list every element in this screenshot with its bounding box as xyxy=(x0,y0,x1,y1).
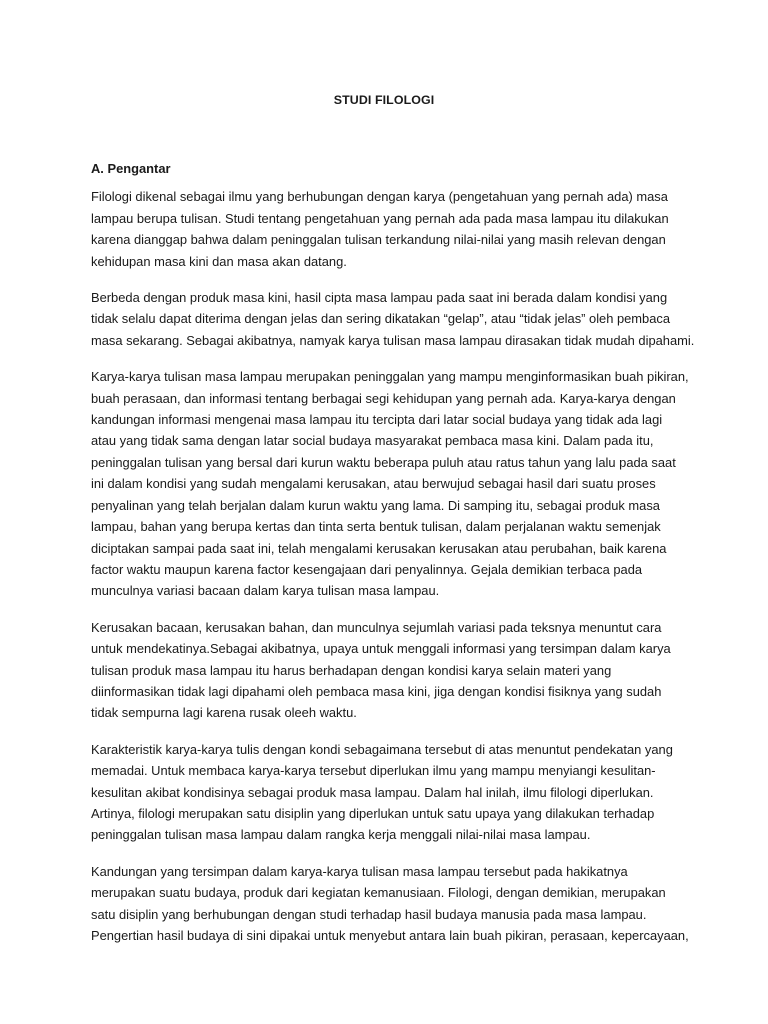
paragraph-5 xyxy=(91,739,691,846)
paragraph-line: atau yang tidak sama dengan latar social budaya masyarakat pembaca masa kini. Dalam pada itu, xyxy=(91,433,654,449)
paragraph-line: Artinya, filologi merupakan satu disiplin yang diperlukan untuk satu upaya yang dilakukan terhadap xyxy=(91,805,655,821)
paragraph-line: karena dianggap bahwa dalam peninggalan tulisan terkandung nilai-nilai yang masih relevan dengan xyxy=(91,232,666,248)
paragraph-line: penyalinan yang telah berjalan dalam kurun waktu yang lama. Di samping itu, sebagai produk masa xyxy=(91,497,660,513)
paragraph-1 xyxy=(91,186,691,272)
document-body xyxy=(91,158,695,961)
paragraph-6 xyxy=(91,861,691,947)
paragraph-line: masa sekarang. Sebagai akibatnya, namyak karya tulisan masa lampau dirasakan tidak mudah dipahami. xyxy=(91,332,695,348)
paragraph-line: peninggalan tulisan yang bersal dari kurun waktu beberapa puluh atau ratus tahun yang lalu pada saat xyxy=(91,454,676,470)
paragraph-line: satu disiplin yang berhubungan dengan studi terhadap hasil budaya manusia pada masa lampau. xyxy=(91,906,647,922)
paragraph-line: Pengertian hasil budaya di sini dipakai untuk menyebut antara lain buah pikiran, perasaan, kepercayaan, xyxy=(91,928,689,943)
paragraph-line: kandungan informasi mengenai masa lampau itu tercipta dari latar social budaya yang tidak ada lagi xyxy=(91,412,663,428)
paragraph-line: tidak selalu dapat diterima dengan jelas dan sering dikatakan “gelap”, atau “tidak jelas” oleh pembaca xyxy=(91,311,671,327)
paragraph-line: diinformasikan tidak lagi dipahami oleh pembaca masa kini, jiga dengan kondisi fisiknya yang sudah xyxy=(91,683,662,699)
paragraph-line: munculnya variasi bacaan dalam karya tulisan masa lampau. xyxy=(91,583,440,599)
paragraph-line: Berbeda dengan produk masa kini, hasil cipta masa lampau pada saat ini berada dalam kondisi yang xyxy=(91,290,668,306)
paragraph-line: tulisan produk masa lampau itu harus berhadapan dengan kondisi karya selain materi yang xyxy=(91,662,612,678)
paragraph-2 xyxy=(91,287,695,351)
paragraph-line: kehidupan masa kini dan masa akan datang. xyxy=(91,253,347,269)
paragraph-4 xyxy=(91,617,691,724)
paragraph-line: factor waktu maupun karena factor kesengajaan dari penyalinnya. Gejala demikian terbaca pada xyxy=(91,561,643,577)
paragraph-line: tidak sempurna lagi karena rusak oleeh waktu. xyxy=(91,705,357,721)
paragraph-line: buah perasaan, dan informasi tentang berbagai segi kehidupan yang pernah ada. Karya-karya dengan xyxy=(91,390,676,406)
paragraph-line: Karya-karya tulisan masa lampau merupakan peninggalan yang mampu menginformasikan buah pikiran, xyxy=(91,369,689,385)
paragraph-3 xyxy=(91,366,691,601)
paragraph-line: Kandungan yang tersimpan dalam karya-karya tulisan masa lampau tersebut pada hakikatnya xyxy=(91,863,628,879)
section-heading: A. Pengantar xyxy=(91,161,171,176)
paragraph-line: lampau berupa tulisan. Studi tentang pengetahuan yang pernah ada pada masa lampau itu dilakukan xyxy=(91,210,669,226)
paragraph-line: Filologi dikenal sebagai ilmu yang berhubungan dengan karya (pengetahuan yang pernah ada) masa xyxy=(91,189,668,205)
paragraph-line: peninggalan tulisan masa lampau dalam rangka kerja menggali nilai-nilai masa lampau. xyxy=(91,827,591,843)
paragraph-line: merupakan suatu budaya, produk dari kegiatan kemanusiaan. Filologi, dengan demikian, merupakan xyxy=(91,885,666,901)
paragraph-line: Kerusakan bacaan, kerusakan bahan, dan munculnya sejumlah variasi pada teksnya menuntut cara xyxy=(91,619,662,635)
paragraph-line: memadai. Untuk membaca karya-karya tersebut diperlukan ilmu yang mampu menyiangi kesulitan- xyxy=(91,763,656,779)
paragraph-line: untuk mendekatinya.Sebagai akibatnya, upaya untuk menggali informasi yang tersimpan dalam karya xyxy=(91,641,671,657)
paragraph-line: Karakteristik karya-karya tulis dengan kondi sebagaimana tersebut di atas menuntut pendekatan yang xyxy=(91,741,673,757)
page-title: STUDI FILOLOGI xyxy=(333,93,435,107)
paragraph-line: lampau, bahan yang berupa kertas dan tinta serta bentuk tulisan, dalam perjalanan waktu semenjak xyxy=(91,519,661,535)
paragraph-line: ini dalam kondisi yang sudah mengalami kerusakan, atau berwujud sebagai hasil dari suatu proses xyxy=(91,476,656,492)
paragraph-line: kesulitan akibat kondisinya sebagai produk masa lampau. Dalam hal inilah, ilmu filologi diperlukan. xyxy=(91,784,654,800)
paragraph-line: diciptakan sampai pada saat ini, telah mengalami kerusakan kerusakan atau perubahan, baik karena xyxy=(91,540,667,556)
